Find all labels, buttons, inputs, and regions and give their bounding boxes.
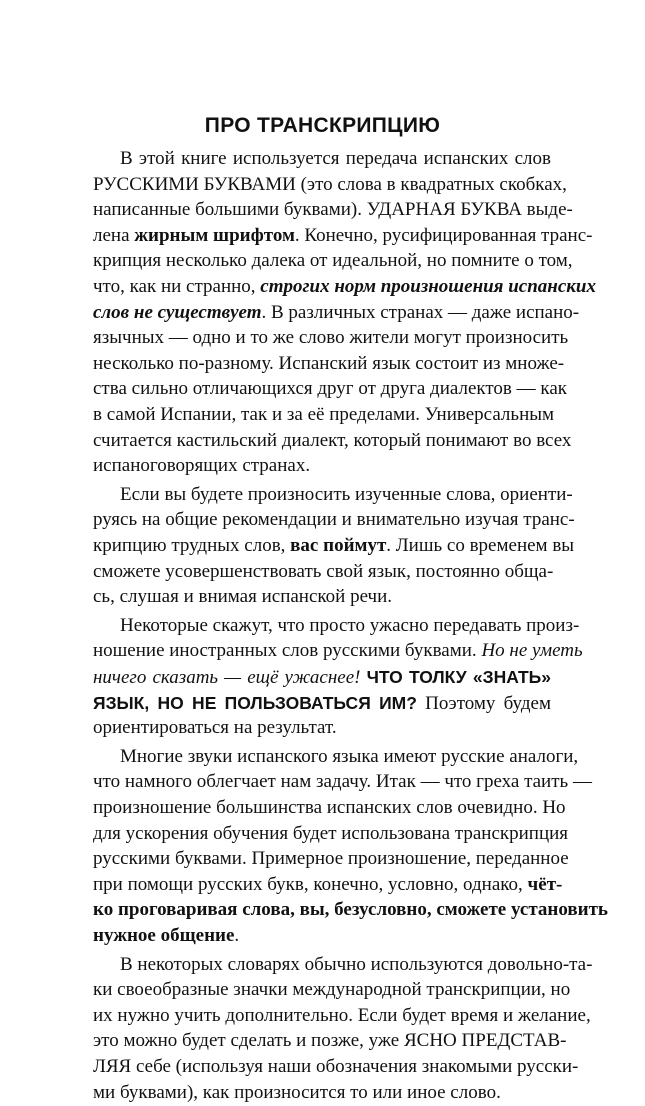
text-run: . [234,925,240,946]
text-run: сможете усовершенствовать свой язык, постоянно обща- [93,560,554,582]
text-line [93,977,571,1003]
text-run: русскими буквами. Примерное произношение, переданное [93,848,569,870]
text-line [93,923,551,949]
text-line [93,274,596,300]
text-line [93,533,575,559]
emphasis-text: чёт- [527,873,563,895]
text-run: ориентироваться на результат. [93,717,337,739]
emphasis-text: ЧТО ТОЛКУ «ЗНАТЬ» [366,667,551,687]
text-line [93,300,580,326]
text-run: ки своеобразные значки международной транскрипции, но [93,979,571,1001]
text-line [93,715,551,741]
text-run: Поэтому будем [416,692,551,714]
text-run: что, как ни странно, [93,276,261,297]
text-run: Если вы будете произносить изученные слова, ориенти- [120,483,573,505]
text-run: несколько по-разному. Испанский язык состоит из множе- [93,352,565,374]
text-line [120,744,579,770]
text-line [93,872,563,898]
text-run: для ускорения обучения будет использована транскрипция [93,822,569,844]
text-run: Некоторые скажут, что просто ужасно передавать произ- [120,614,580,636]
text-line [93,376,568,402]
text-run: испаноговорящих странах. [93,455,311,477]
text-line [93,402,555,428]
text-run: в самой Испании, так и за её пределами. Универсальным [93,404,555,425]
text-run: . Лишь со временем вы [386,535,575,556]
text-run: ства сильно отличающихся друг от друга диалектов — как [93,378,568,400]
text-line [120,952,593,978]
text-line [93,172,567,198]
text-run: ЛЯЯ себе (используя наши обозначения знакомыми русски- [93,1056,579,1077]
emphasis-text: вас поймут [290,535,387,556]
text-run: . В различных странах — даже испано- [261,301,580,323]
text-line [93,1080,551,1106]
text-run: написанные большими буквами). УДАРНАЯ БУКВА выде- [93,199,573,221]
text-run: В некоторых словарях обычно используются довольно-та- [120,953,593,975]
emphasis-text: ЯЗЫК, НО НЕ ПОЛЬЗОВАТЬСЯ ИМ? [93,692,417,713]
text-run: ми буквами), как произносится то или иное слово. [93,1081,501,1103]
emphasis-text: Но не уметь [481,640,583,662]
text-run: это можно будет сделать и позже, уже ЯСНО ПРЕДСТАВ- [93,1030,567,1052]
text-run: их нужно учить дополнительно. Если будет время и желание, [93,1004,591,1026]
text-line [93,223,593,249]
text-line [93,248,573,274]
emphasis-text: нужное общение [93,925,235,946]
text-line [93,584,551,610]
text-line [120,146,551,172]
emphasis-text: жирным шрифтом [134,224,295,246]
text-line [93,1054,579,1080]
text-line [120,613,580,639]
text-line [93,821,569,847]
text-run: крипция несколько далека от идеальной, но помните о том, [93,250,573,272]
text-line [93,769,592,795]
text-run: что намного облегчает нам задачу. Итак — что греха таить — [93,771,592,793]
text-line [93,428,572,454]
text-line [93,453,551,479]
text-line [93,795,566,821]
text-line [93,351,565,377]
text-line [93,1028,567,1054]
emphasis-text: ко проговаривая слова, вы, безусловно, сможете установить [93,899,608,921]
text-run: крипцию трудных слов, [93,535,291,556]
text-run: . Конечно, русифицированная транс- [294,224,593,246]
text-run: РУССКИМИ БУКВАМИ (это слова в квадратных скобках, [93,173,567,195]
text-run: сь, слушая и внимая испанской речи. [93,586,393,608]
text-line [93,197,573,223]
text-line [93,846,569,872]
text-run: В этой книге используется передача испанских слов [120,148,551,169]
text-run: произношение большинства испанских слов очевидно. Но [93,797,566,818]
text-line [93,1003,591,1029]
text-run: лена [93,224,135,246]
text-run: при помощи русских букв, конечно, условно, однако, [93,873,528,895]
text-run: руясь на общие рекомендации и внимательно изучая транс- [93,509,575,531]
emphasis-text: ничего сказать — ещё ужаснее! [93,667,367,688]
emphasis-text: слов не существует [93,301,262,323]
text-run: считается кастильский диалект, который понимают во всех [93,429,572,451]
text-run: Многие звуки испанского языка имеют русские аналоги, [120,745,579,767]
text-line [93,664,551,690]
text-line [120,482,573,508]
text-run: ношение иностранных слов русскими буквами. [93,640,482,662]
text-line [93,897,608,923]
text-line [93,690,551,716]
text-run: язычных — одно и то же слово жители могут произносить [93,327,569,349]
text-line [93,559,554,585]
text-line [93,507,575,533]
text-line [93,638,583,664]
emphasis-text: строгих норм произношения испанских [260,276,596,297]
page-title: ПРО ТРАНСКРИПЦИЮ [204,114,441,137]
text-line [93,325,569,351]
